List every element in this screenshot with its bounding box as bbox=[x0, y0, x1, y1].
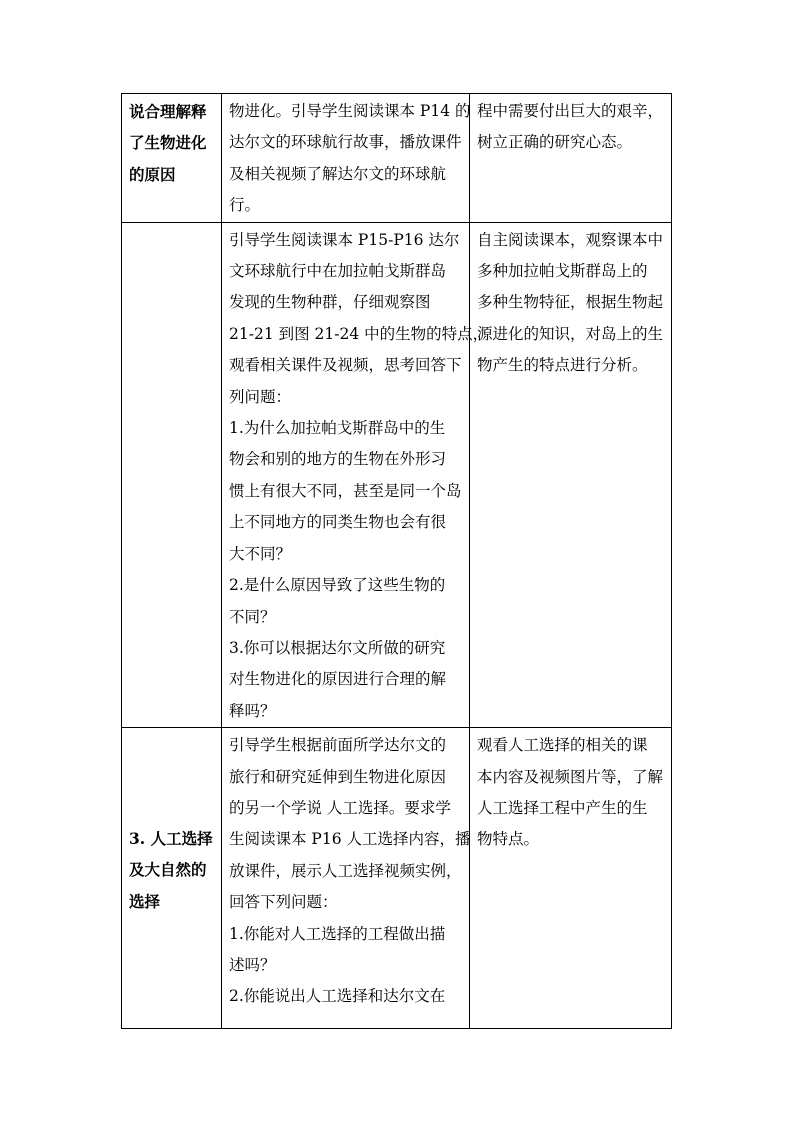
teacher-line: 引导学生根据前面所学达尔文的 bbox=[229, 736, 447, 755]
table-row bbox=[122, 222, 672, 728]
teacher-line: 3.你可以根据达尔文所做的研究 bbox=[229, 638, 446, 657]
teacher-activity-cell bbox=[222, 728, 470, 1029]
student-line: 物产生的特点进行分析。 bbox=[477, 356, 648, 375]
student-line: 自主阅读课本，观察课本中 bbox=[477, 230, 664, 249]
stage-line: 及大自然的 bbox=[129, 860, 207, 880]
teacher-line: 2.你能说出人工选择和达尔文在 bbox=[229, 987, 446, 1006]
teacher-line: 物会和别的地方的生物在外形习 bbox=[229, 450, 447, 469]
teacher-line: 回答下列问题： bbox=[229, 893, 338, 912]
teacher-line: 大不同？ bbox=[229, 544, 292, 563]
teacher-line: 21-21 到图 21-24 中的生物的特点， bbox=[229, 324, 489, 343]
teacher-line: 列问题： bbox=[229, 387, 292, 406]
teacher-line: 及相关视频了解达尔文的环球航 bbox=[229, 164, 447, 183]
student-line: 本内容及视频图片等，了解 bbox=[477, 767, 664, 786]
teacher-line: 上不同地方的同类生物也会有很 bbox=[229, 513, 447, 532]
stage-cell bbox=[122, 94, 222, 223]
student-line: 物特点。 bbox=[477, 830, 540, 849]
student-line: 多种生物特征，根据生物起 bbox=[477, 293, 664, 312]
student-activity-cell bbox=[470, 94, 672, 223]
lesson-plan-table bbox=[121, 93, 672, 1029]
teacher-line: 2.是什么原因导致了这些生物的 bbox=[229, 576, 446, 595]
student-line: 多种加拉帕戈斯群岛上的 bbox=[477, 262, 648, 281]
teacher-line: 旅行和研究延伸到生物进化原因 bbox=[229, 767, 447, 786]
stage-cell bbox=[122, 728, 222, 1029]
stage-cell bbox=[122, 222, 222, 728]
stage-line: 说合理解释 bbox=[129, 102, 207, 121]
teacher-line: 达尔文的环球航行故事，播放课件 bbox=[229, 133, 462, 152]
teacher-line: 生阅读课本 P16 人工选择内容，播 bbox=[229, 830, 471, 849]
teacher-line: 文环球航行中在加拉帕戈斯群岛 bbox=[229, 262, 447, 281]
teacher-line: 惯上有很大不同，甚至是同一个岛 bbox=[229, 481, 462, 500]
stage-line: 3. 人工选择 bbox=[129, 829, 213, 849]
student-line: 观看人工选择的相关的课 bbox=[477, 736, 648, 755]
teacher-line: 发现的生物种群，仔细观察图 bbox=[229, 293, 431, 312]
student-line: 树立正确的研究心态。 bbox=[477, 133, 633, 152]
teacher-line: 引导学生阅读课本 P15-P16 达尔 bbox=[229, 230, 460, 249]
table-row bbox=[122, 728, 672, 1029]
teacher-line: 1.你能对人工选择的工程做出描 bbox=[229, 924, 446, 943]
teacher-line: 物进化。引导学生阅读课本 P14 的 bbox=[229, 102, 471, 120]
teacher-line: 不同？ bbox=[229, 607, 276, 626]
teacher-line: 释吗？ bbox=[229, 701, 276, 720]
student-activity-cell bbox=[470, 728, 672, 1029]
stage-line: 的原因 bbox=[129, 164, 176, 184]
teacher-line: 1.为什么加拉帕戈斯群岛中的生 bbox=[229, 419, 446, 438]
teacher-line: 述吗？ bbox=[229, 955, 276, 974]
teacher-line: 放课件，展示人工选择视频实例， bbox=[229, 861, 462, 880]
teacher-line: 行。 bbox=[229, 196, 261, 215]
student-line: 源进化的知识，对岛上的生 bbox=[477, 324, 664, 343]
student-line: 程中需要付出巨大的艰辛， bbox=[477, 102, 664, 120]
teacher-activity-cell bbox=[222, 222, 489, 728]
teacher-line: 的另一个学说 人工选择。要求学 bbox=[229, 798, 451, 817]
teacher-activity-cell bbox=[222, 94, 470, 223]
teacher-line: 观看相关课件及视频，思考回答下 bbox=[229, 356, 462, 375]
table-row bbox=[122, 94, 672, 223]
teacher-line: 对生物进化的原因进行合理的解 bbox=[229, 670, 447, 689]
student-line: 人工选择工程中产生的生 bbox=[477, 798, 648, 817]
student-activity-cell bbox=[470, 222, 672, 728]
stage-line: 了生物进化 bbox=[129, 133, 207, 153]
stage-line: 选择 bbox=[129, 891, 161, 911]
